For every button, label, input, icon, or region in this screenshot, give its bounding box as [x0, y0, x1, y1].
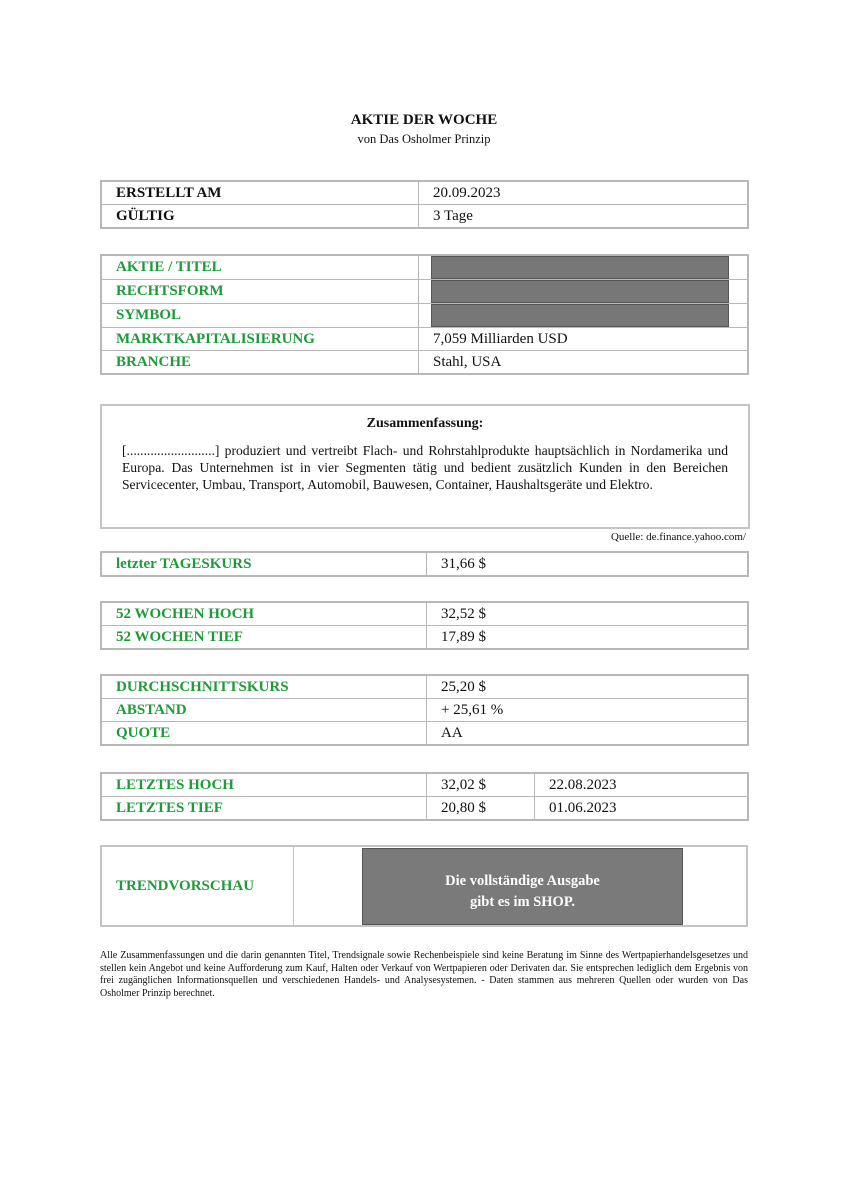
table-row: [101, 773, 748, 797]
created-label: ERSTELLT AM: [101, 181, 419, 205]
table-row: [101, 602, 748, 626]
market-cap-value: 7,059 Milliarden USD: [419, 328, 749, 351]
table-row: [101, 304, 748, 328]
created-value: 20.09.2023: [419, 181, 749, 205]
redaction-bar: [431, 280, 729, 303]
summary-text: [..........................] produziert und vertreibt Flach- und Rohrstahlprodukte hauptsächlich in Nordamerika und Europa. Das Unternehmen ist in vier Segmenten tätig und bedient zusätzlich Kunden in den Bereichen Servicecenter, Umbau, Transport, Automobil, Bauwesen, Container, Haushaltsgeräte und Elektro.: [122, 443, 728, 492]
table-row: [101, 552, 748, 576]
quote-label: QUOTE: [101, 722, 427, 746]
week52-low-label: 52 WOCHEN TIEF: [101, 626, 427, 650]
shop-banner[interactable]: [362, 848, 683, 925]
daily-price-table: [100, 551, 749, 577]
symbol-value: [419, 304, 749, 328]
daily-price-label: letzter TAGESKURS: [101, 552, 427, 576]
table-row: [101, 722, 748, 746]
source-note: Quelle: de.finance.yahoo.com/: [610, 531, 746, 543]
week52-high-label: 52 WOCHEN HOCH: [101, 602, 427, 626]
redaction-bar: [431, 256, 729, 279]
stock-table: [100, 254, 749, 375]
valid-value: 3 Tage: [419, 205, 749, 229]
stock-title-value: [419, 255, 749, 280]
trend-label: TRENDVORSCHAU: [102, 847, 294, 925]
distance-value: + 25,61 %: [427, 699, 749, 722]
table-row: [101, 328, 748, 351]
week52-table: [100, 601, 749, 650]
redaction-bar: [431, 304, 729, 327]
trend-box: [100, 845, 748, 927]
page-title: AKTIE DER WOCHE: [350, 112, 498, 128]
shop-line-1: Die vollständige Ausgabe: [445, 873, 600, 889]
table-row: [101, 351, 748, 375]
distance-label: ABSTAND: [101, 699, 427, 722]
table-row: [101, 675, 748, 699]
last-low-label: LETZTES TIEF: [101, 797, 427, 821]
summary-heading: Zusammenfassung:: [366, 416, 484, 431]
last-high-label: LETZTES HOCH: [101, 773, 427, 797]
last-low-value: 20,80 $: [427, 797, 535, 821]
sector-label: BRANCHE: [101, 351, 419, 375]
symbol-label: SYMBOL: [101, 304, 419, 328]
meta-table: [100, 180, 749, 229]
average-table: [100, 674, 749, 746]
quote-value: AA: [427, 722, 749, 746]
shop-line-2: gibt es im SHOP.: [469, 894, 575, 910]
table-row: [101, 626, 748, 650]
disclaimer: Alle Zusammenfassungen und die darin genannten Titel, Trendsignale sowie Rechenbeispiele sind keine Beratung im Sinne des Wertpapierhandelsgesetzes und stellen kein Angebot und keine Aufforderung zum Kauf, Halten oder Verkauf von Wertpapieren oder Derivaten dar. Sie entsprechen lediglich dem Ergebnis von frei zugänglichen Informationsquellen und verschiedenen Handels- und Analysesystemen. - Daten stammen aus mehreren Quellen oder wurden von Das Osholmer Prinzip berechnet.: [100, 950, 748, 999]
page-subtitle: von Das Osholmer Prinzip: [357, 132, 491, 146]
average-price-value: 25,20 $: [427, 675, 749, 699]
table-row: [101, 699, 748, 722]
stock-title-label: AKTIE / TITEL: [101, 255, 419, 280]
table-row: [101, 255, 748, 280]
last-high-date: 22.08.2023: [535, 773, 749, 797]
week52-high-value: 32,52 $: [427, 602, 749, 626]
week52-low-value: 17,89 $: [427, 626, 749, 650]
legal-form-label: RECHTSFORM: [101, 280, 419, 304]
table-row: [101, 280, 748, 304]
sector-value: Stahl, USA: [419, 351, 749, 375]
valid-label: GÜLTIG: [101, 205, 419, 229]
market-cap-label: MARKTKAPITALISIERUNG: [101, 328, 419, 351]
table-row: [101, 205, 748, 229]
table-row: [101, 181, 748, 205]
recent-table: [100, 772, 749, 821]
last-low-date: 01.06.2023: [535, 797, 749, 821]
table-row: [101, 797, 748, 821]
summary-box: [100, 404, 750, 529]
last-high-value: 32,02 $: [427, 773, 535, 797]
average-price-label: DURCHSCHNITTSKURS: [101, 675, 427, 699]
legal-form-value: [419, 280, 749, 304]
daily-price-value: 31,66 $: [427, 552, 749, 576]
